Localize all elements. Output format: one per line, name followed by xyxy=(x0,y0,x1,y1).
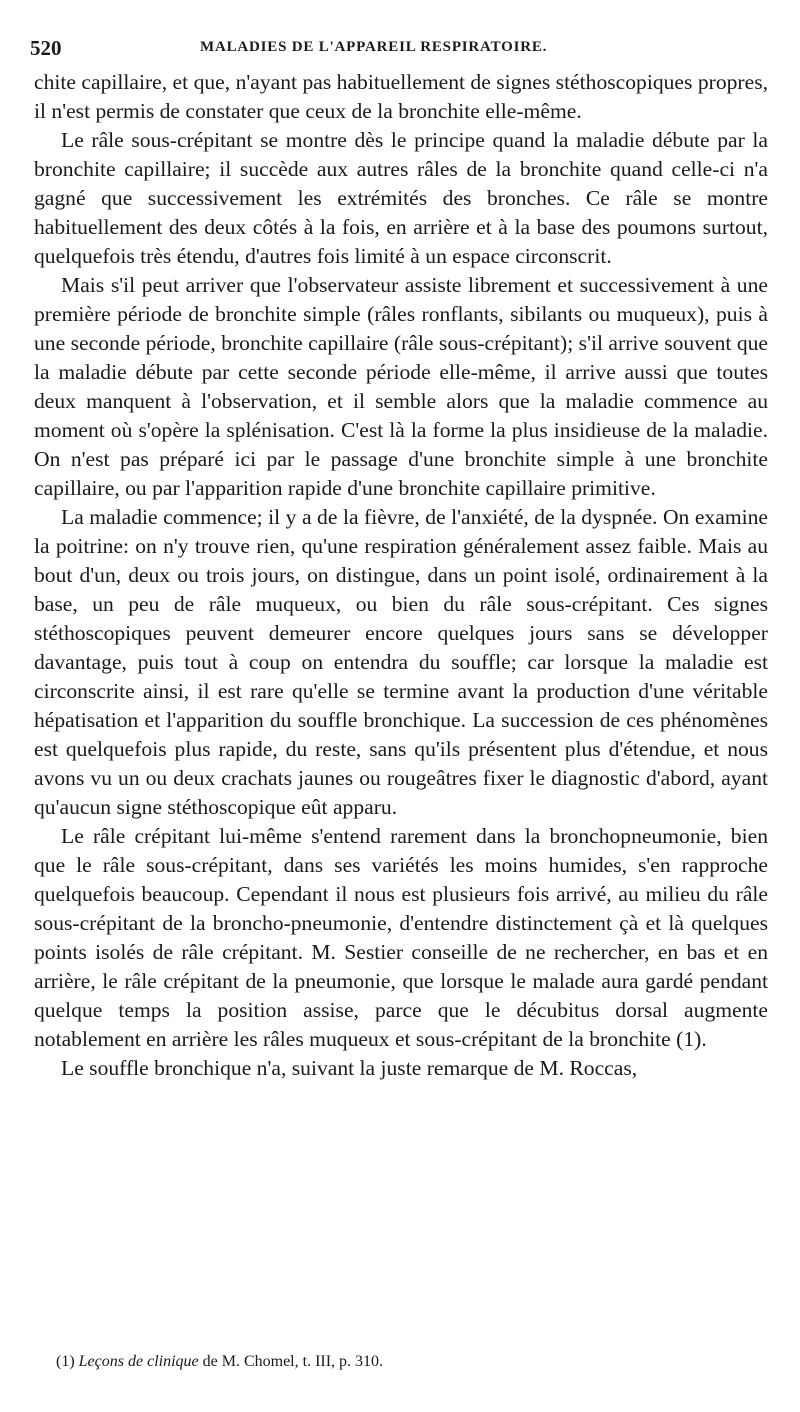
paragraph-5-end: . xyxy=(701,1027,707,1051)
running-title: MALADIES DE L'APPAREIL RESPIRATOIRE. xyxy=(200,39,548,55)
footnote-title: Leçons de clinique xyxy=(78,1353,199,1370)
paragraph-5-text: Le râle crépitant lui-même s'entend rarement dans la bronchopneumonie, bien que le râle sous-crépitant, dans ses variétés les moins humides, s'en rapproche quelquefois beaucoup. Cependant il nous est plusieurs fois arrivé, au milieu du râle sous-crépitant de la broncho-pneumonie, d'entendre distinctement çà et là quelques points isolés de râle crépitant. M. Sestier conseille de ne rechercher, en bas et en arrière, le râle crépitant de la pneumonie, que lorsque le malade aura gardé pendant quelque temps la position assise, parce que le décubitus dorsal augmente notablement en arrière les râles muqueux et sous-crépitant de la bronchite xyxy=(34,824,768,1051)
paragraph-1: chite capillaire, et que, n'ayant pas habituellement de signes stéthoscopiques propres, il n'est permis de constater que ceux de la bronchite elle-même. xyxy=(34,70,768,123)
footnote xyxy=(56,1351,383,1373)
paragraph-2: Le râle sous-crépitant se montre dès le principe quand la maladie débute par la bronchite capillaire; il succède aux autres râles de la bronchite quand celle-ci n'a gagné que successivement les extrémités des bronches. Ce râle se montre habituellement des deux côtés à la fois, en arrière et à la base des poumons surtout, quelquefois très étendu, d'autres fois limité à un espace circonscrit. xyxy=(34,128,768,268)
paragraph-4: La maladie commence; il y a de la fièvre, de l'anxiété, de la dyspnée. On examine la poitrine: on n'y trouve rien, qu'une respiration généralement assez faible. Mais au bout d'un, deux ou trois jours, on distingue, dans un point isolé, ordinairement à la base, un peu de râle muqueux, ou bien du râle sous-crépitant. Ces signes stéthoscopiques peuvent demeurer encore quelques jours sans se développer davantage, puis tout à coup on entendra du souffle; car lorsque la maladie est circonscrite ainsi, il est rare qu'elle se termine avant la production d'une véritable hépatisation et l'apparition du souffle bronchique. La succession de ces phénomènes est quelquefois plus rapide, du reste, sans qu'ils présentent plus d'étendue, et nous avons vu un ou deux crachats jaunes ou rougeâtres fixer le diagnostic d'abord, ayant qu'aucun signe stéthoscopique eût apparu. xyxy=(34,505,768,819)
running-head xyxy=(30,36,768,62)
paragraph-6: Le souffle bronchique n'a, suivant la juste remarque de M. Roccas, xyxy=(61,1056,638,1080)
footnote-marker: (1) xyxy=(56,1353,75,1370)
paragraph-5 xyxy=(34,822,768,1054)
body-text xyxy=(34,68,768,1083)
footnote-reference: (1) xyxy=(676,1027,702,1051)
paragraph-3: Mais s'il peut arriver que l'observateur assiste librement et successivement à une première période de bronchite simple (râles ronflants, sibilants ou muqueux), puis à une seconde période, bronchite capillaire (râle sous-crépitant); s'il arrive souvent que la maladie débute par cette seconde période elle-même, il arrive aussi que toutes deux manquent à l'observation, et il semble alors que la maladie commence au moment où s'opère la splénisation. C'est là la forme la plus insidieuse de la maladie. On n'est pas préparé ici par le passage d'une bronchite simple à une bronchite capillaire, ou par l'apparition rapide d'une bronchite capillaire primitive. xyxy=(34,273,768,500)
footnote-citation: de M. Chomel, t. III, p. 310. xyxy=(202,1353,384,1370)
page-number: 520 xyxy=(30,36,62,60)
